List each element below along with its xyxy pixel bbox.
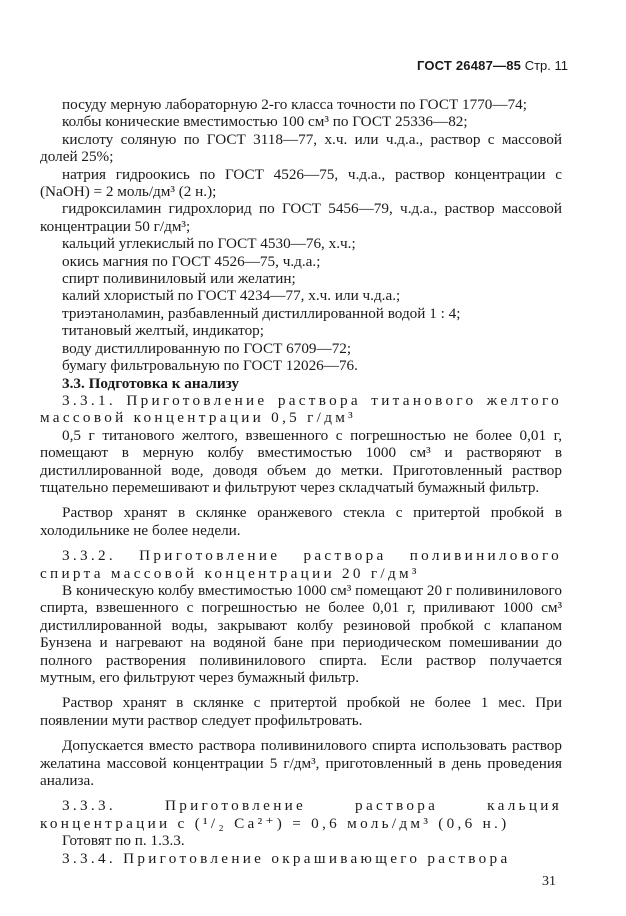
list-item: колбы конические вместимостью 100 см³ по ГОСТ 25336—82; xyxy=(62,113,468,131)
list-item: кальций углекислый по ГОСТ 4530—76, х.ч.; xyxy=(62,235,356,253)
list-item: титановый желтый, индикатор; xyxy=(62,322,264,340)
page-number: 31 xyxy=(542,874,556,889)
standard-number: ГОСТ 26487—85 xyxy=(416,58,522,73)
list-item: триэтаноламин, разбавленный дистиллированной водой 1 : 4; xyxy=(62,304,461,322)
list-item: кислоту соляную по ГОСТ 3118—77, х.ч. или ч.д.а., раствор с массовой долей 25%; xyxy=(40,130,562,166)
list-item: бумагу фильтровальную по ГОСТ 12026—76. xyxy=(62,357,358,375)
subsection-title: 3.3.3. Приготовление раствора кальция концентрации с (¹/₂ Ca²⁺) = 0,6 моль/дм³ (0,6 н.) xyxy=(40,797,562,832)
list-item: посуду мерную лабораторную 2-го класса точности по ГОСТ 1770—74; xyxy=(62,96,527,113)
subsection-title: 3.3.2. Приготовление раствора поливинилового спирта массовой концентрации 20 г/дм³ xyxy=(40,547,562,582)
list-item: спирт поливиниловый или желатин; xyxy=(62,270,296,288)
list-item: натрия гидроокись по ГОСТ 4526—75, ч.д.а., раствор концентрации с (NaOH) = 2 моль/дм³ (2 н.); xyxy=(40,165,562,201)
page-header xyxy=(417,58,568,73)
page-label: Стр. 11 xyxy=(524,58,568,73)
list-item: гидроксиламин гидрохлорид по ГОСТ 5456—79, ч.д.а., раствор массовой концентрации 50 г/дм³; xyxy=(40,200,562,235)
paragraph: 0,5 г титанового желтого, взвешенного с погрешностью не более 0,01 г, помещают в мерную колбу вместимостью 1000 см³ и растворяют в дистиллированной воде, доводя объем до метки. Приготовленный раствор тщательно перемешивают и фильтруют через складчатый бумажный фильтр. xyxy=(40,426,562,496)
paragraph: Готовят по п. 1.3.3. xyxy=(62,832,185,850)
list-item: калий хлористый по ГОСТ 4234—77, х.ч. или ч.д.а.; xyxy=(62,287,401,305)
section-heading: 3.3. Подготовка к анализу xyxy=(62,374,239,392)
paragraph: В коническую колбу вместимостью 1000 см³ помещают 20 г поливинилового спирта, взвешенного с погрешностью не более 0,01 г, приливают 1000 см³ дистиллированной воды, закрывают колбу резиновой пробкой с клапаном Бунзена и нагревают на водяной бане при периодическом помешивании до полного растворения поливинилового спирта. Если раствор получается мутным, его фильтруют через бумажный фильтр. xyxy=(40,581,562,686)
subsection-title: 3.3.4. Приготовление окрашивающего раствора xyxy=(62,849,511,867)
paragraph: Допускается вместо раствора поливинилового спирта использовать раствор желатина массовой концентрации 5 г/дм³, приготовленный в день проведения анализа. xyxy=(40,737,562,790)
document-body xyxy=(40,96,562,867)
subsection-title: 3.3.1. Приготовление раствора титанового желтого массовой концентрации 0,5 г/дм³ xyxy=(40,391,562,427)
paragraph: Раствор хранят в склянке с притертой пробкой не более 1 мес. При появлении мути раствор следует профильтровать. xyxy=(40,694,562,729)
list-item: окись магния по ГОСТ 4526—75, ч.д.а.; xyxy=(62,252,321,270)
paragraph: Раствор хранят в склянке оранжевого стекла с притертой пробкой в холодильнике не более недели. xyxy=(40,504,562,539)
list-item: воду дистиллированную по ГОСТ 6709—72; xyxy=(62,339,352,357)
